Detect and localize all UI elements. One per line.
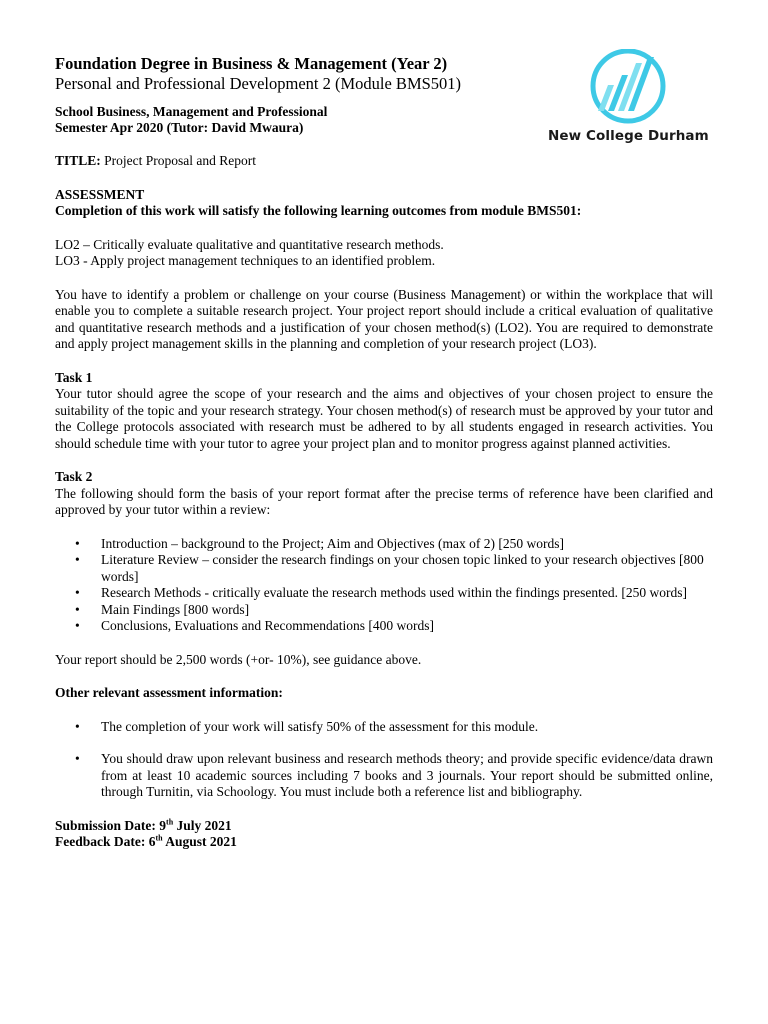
bullet-icon: • — [75, 552, 80, 567]
word-count-note: Your report should be 2,500 words (+or- 10%), see guidance above. — [55, 651, 422, 667]
school-semester — [55, 104, 713, 136]
list-item: • Literature Review – consider the research findings on your chosen topic linked to your research objectives [800 words] — [75, 552, 704, 584]
assignment-title — [55, 153, 713, 170]
title-value: Project Proposal and Report — [100, 153, 257, 168]
college-name: New College Durham — [548, 128, 709, 144]
semester-tutor: Semester Apr 2020 (Tutor: David Mwaura) — [55, 120, 304, 135]
feedback-date: Feedback Date: 6th August 2021 — [55, 833, 237, 849]
bullet-icon: • — [75, 535, 80, 551]
bullet-icon: • — [75, 601, 80, 617]
task1-heading: Task 1 — [55, 369, 93, 385]
list-item: • Main Findings [800 words] — [75, 601, 250, 617]
list-item: • The completion of your work will satisfy 50% of the assessment for this module. — [75, 718, 539, 734]
document-body — [55, 54, 713, 851]
task2-heading: Task 2 — [55, 469, 93, 484]
list-item: • Research Methods - critically evaluate the research methods used within the findings presented. [250 words] — [75, 585, 687, 600]
task2-text: The following should form the basis of your report format after the precise terms of reference have been clarified and approved by your tutor within a review: — [55, 485, 713, 517]
list-item: • You should draw upon relevant business and research methods theory; and provide specific evidence/data drawn from at least 10 academic sources including 7 books and 3 journals. Your report should be submitted online, through Turnitin, via Schoology. You must include both a reference list and bibliography. — [75, 751, 713, 799]
assessment-heading: ASSESSMENT — [55, 186, 145, 202]
submission-date: Submission Date: 9th July 2021 — [55, 817, 232, 833]
other-info-heading: Other relevant assessment information: — [55, 685, 283, 700]
list-item: • Introduction – background to the Project; Aim and Objectives (max of 2) [250 words] — [75, 535, 565, 551]
bullet-icon: • — [75, 751, 80, 766]
school-name: School Business, Management and Professional — [55, 104, 328, 119]
other-info-list — [55, 719, 713, 801]
assessment-subheading: Completion of this work will satisfy the following learning outcomes from module BMS501: — [55, 203, 582, 218]
module-title: Personal and Professional Development 2 (Module BMS501) — [55, 74, 462, 93]
learning-outcome: LO2 – Critically evaluate qualitative and quantitative research methods. — [55, 236, 444, 252]
bullet-icon: • — [75, 585, 80, 600]
bullet-icon: • — [75, 718, 80, 734]
course-title: Foundation Degree in Business & Management (Year 2) — [55, 54, 448, 73]
bullet-icon: • — [75, 618, 80, 633]
title-label: TITLE: — [55, 153, 101, 168]
assessment-intro: You have to identify a problem or challenge on your course (Business Management) or within the workplace that will enable you to complete a suitable research project. Your project report should include a critical evaluation of qualitative and quantitative research methods and a justification of your chosen method(s) (LO2). You are required to demonstrate and apply project management skills in the planning and completion of your research project (LO3). — [55, 286, 713, 351]
task1-text: Your tutor should agree the scope of your research and the aims and objectives of your chosen project to ensure the suitability of the topic and your research strategy. Your chosen method(s) of research must be approved by your tutor and the College protocols associated with research must be adhered to by all students engaged in research activities. You should schedule time with your tutor to agree your project plan and to monitor progress against planned activities. — [55, 386, 713, 451]
report-format-list — [55, 536, 713, 635]
learning-outcome: LO3 - Apply project management techniques to an identified problem. — [55, 253, 436, 268]
list-item: • Conclusions, Evaluations and Recommendations [400 words] — [75, 618, 434, 633]
